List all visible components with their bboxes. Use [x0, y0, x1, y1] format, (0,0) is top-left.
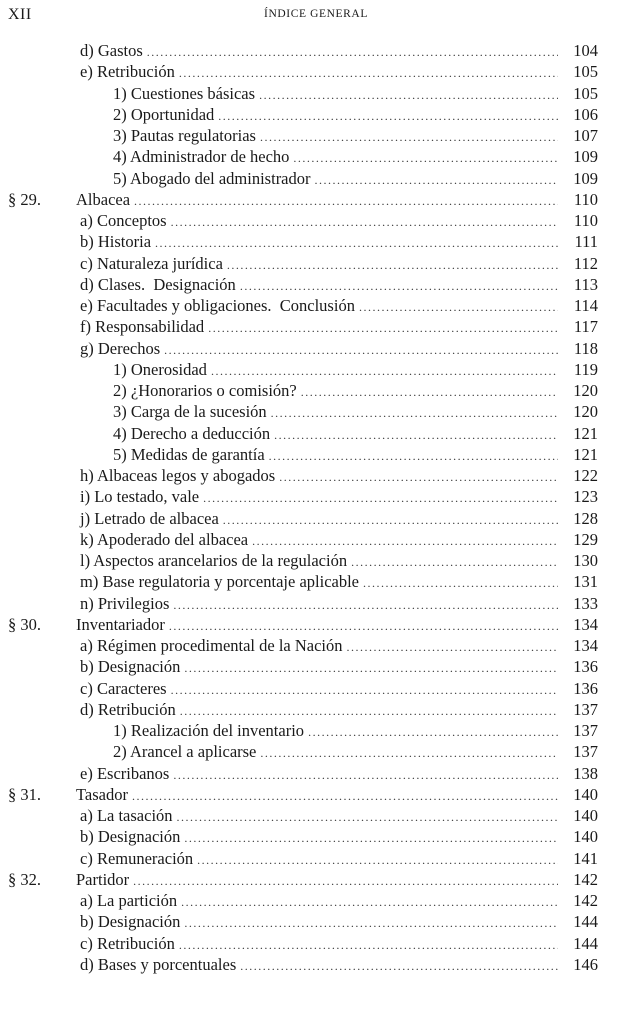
dot-leader	[184, 656, 558, 679]
toc-entry-title: 5) Medidas de garantía	[113, 444, 265, 464]
toc-section-number: § 30.	[8, 614, 41, 634]
toc-entry-title: 2) ¿Honorarios o comisión?	[113, 381, 297, 400]
toc-entry-title: 2) Oportunidad	[113, 104, 215, 124]
toc-page-number: 140	[573, 784, 598, 804]
toc-page-number: 134	[573, 614, 598, 634]
dot-leader	[271, 401, 558, 424]
dot-leader	[252, 529, 558, 552]
dot-leader	[240, 954, 558, 977]
toc-entry-title: n) Privilegios	[80, 593, 170, 613]
dot-leader	[315, 168, 558, 191]
dot-leader	[301, 380, 558, 403]
dot-leader	[171, 210, 558, 233]
dot-leader	[308, 720, 558, 743]
toc-page-number: 129	[573, 529, 598, 549]
dot-leader	[177, 805, 558, 828]
toc-page-number: 131	[573, 572, 598, 592]
running-title: ÍNDICE GENERAL	[264, 8, 368, 20]
dot-leader	[173, 763, 558, 786]
dot-leader	[181, 890, 558, 913]
toc-entry-title: 4) Derecho a deducción	[113, 423, 271, 443]
toc-entry-title: d) Bases y porcentuales	[80, 954, 237, 974]
toc-page-number: 133	[573, 593, 598, 613]
toc-page-number: 121	[573, 444, 598, 464]
toc-page-number: 120	[573, 381, 598, 400]
toc-page-number: 110	[573, 189, 598, 209]
toc-entry-title: e) Retribución	[80, 62, 175, 82]
toc-entry-title: c) Naturaleza jurídica	[80, 253, 223, 273]
dot-leader	[227, 253, 558, 276]
toc-entry-title: a) Conceptos	[80, 211, 167, 230]
toc-entry-title: f) Responsabilidad	[80, 317, 205, 337]
dot-leader	[180, 699, 558, 722]
toc-entry-title: c) Caracteres	[80, 678, 167, 698]
toc-page-number: 130	[573, 551, 598, 570]
toc-page-number: 137	[573, 699, 598, 719]
toc-page-number: 123	[573, 487, 598, 507]
toc-page-number: 144	[573, 933, 598, 953]
toc-page-number: 109	[573, 147, 598, 167]
dot-leader	[184, 826, 558, 849]
toc-page-number: 112	[573, 253, 598, 273]
toc-section-number: § 31.	[8, 784, 41, 804]
toc-entry-title: a) La partición	[80, 891, 178, 910]
toc-page-number: 111	[574, 232, 598, 252]
toc-section-number: § 29.	[8, 189, 41, 209]
toc-page-number: 107	[573, 126, 598, 145]
toc-entry-title: c) Remuneración	[80, 848, 194, 868]
dot-leader	[132, 784, 558, 807]
dot-leader	[279, 465, 558, 488]
toc-entry-title: i) Lo testado, vale	[80, 487, 200, 507]
toc-page-number: 121	[573, 423, 598, 443]
toc-page-number: 144	[573, 912, 598, 932]
dot-leader	[269, 444, 558, 467]
dot-leader	[164, 338, 558, 361]
toc-page-number: 140	[573, 806, 598, 825]
dot-leader	[211, 359, 558, 382]
page-number: XII	[8, 6, 32, 23]
toc-page-number: 142	[573, 891, 598, 910]
toc-entry-title: b) Historia	[80, 232, 152, 252]
page-header	[0, 6, 632, 28]
dot-leader	[363, 571, 558, 594]
toc-entry-title: m) Base regulatoria y porcentaje aplicable	[80, 572, 359, 592]
toc-section-number: § 32.	[8, 869, 41, 889]
toc-page-number: 146	[573, 954, 598, 974]
toc-page-number: 137	[573, 721, 598, 740]
toc-entry-title: k) Apoderado del albacea	[80, 529, 249, 549]
toc-entry-title: g) Derechos	[80, 338, 161, 358]
toc-entry-title: e) Escribanos	[80, 763, 170, 783]
toc-entry-title: 5) Abogado del administrador	[113, 168, 311, 188]
dot-leader	[240, 274, 558, 297]
toc-page-number: 109	[573, 168, 598, 188]
toc-entry-title: l) Aspectos arancelarios de la regulación	[80, 551, 348, 570]
dot-leader	[274, 423, 558, 446]
dot-leader	[169, 614, 558, 637]
toc-page-number: 105	[573, 62, 598, 82]
dot-leader	[203, 486, 558, 509]
toc-page-number: 106	[573, 104, 598, 124]
toc-entry-title: a) Régimen procedimental de la Nación	[80, 636, 343, 655]
toc-page-number: 142	[573, 869, 598, 889]
toc-page-number: 136	[573, 657, 598, 677]
dot-leader	[134, 189, 558, 212]
toc-page-number: 119	[573, 359, 598, 379]
toc-page-number: 110	[573, 211, 598, 230]
toc-entry-title: d) Gastos	[80, 41, 143, 60]
toc-entry-title: b) Designación	[80, 827, 181, 847]
toc-entry-title: Tasador	[76, 784, 128, 804]
dot-leader	[223, 508, 558, 531]
toc-page-number: 118	[573, 338, 598, 358]
toc-entry-title: d) Clases. Designación	[80, 274, 236, 294]
toc-entry-title: b) Designación	[80, 912, 181, 932]
dot-leader	[218, 104, 558, 127]
toc-page-number: 128	[573, 508, 598, 528]
toc-entry-title: 2) Arancel a aplicarse	[113, 742, 257, 762]
dot-leader	[133, 869, 558, 892]
toc-entry-title: Partidor	[76, 869, 130, 889]
dot-leader	[171, 678, 558, 701]
dot-leader	[147, 40, 558, 63]
dot-leader	[208, 316, 558, 339]
toc-page-number: 114	[573, 296, 598, 315]
dot-leader	[293, 146, 558, 169]
toc-entry-title: c) Retribución	[80, 933, 175, 953]
toc-page-number: 120	[573, 402, 598, 422]
dot-leader	[359, 295, 558, 318]
dot-leader	[197, 848, 558, 871]
toc-entry-title: 4) Administrador de hecho	[113, 147, 290, 167]
toc-page-number: 104	[573, 41, 598, 60]
toc-page-number: 136	[573, 678, 598, 698]
dot-leader	[259, 83, 558, 106]
dot-leader	[260, 125, 558, 148]
dot-leader	[184, 911, 558, 934]
toc-entry-title: h) Albaceas legos y abogados	[80, 466, 276, 485]
dot-leader	[179, 933, 558, 956]
toc-entry-title: b) Designación	[80, 657, 181, 677]
toc-entry-title: e) Facultades y obligaciones. Conclusión	[80, 296, 355, 315]
dot-leader	[260, 741, 558, 764]
dot-leader	[155, 231, 558, 254]
toc-page-number: 117	[573, 317, 598, 337]
toc-page-number: 105	[573, 83, 598, 103]
toc-entry-title: Albacea	[76, 189, 131, 209]
toc-entry-title: 3) Pautas regulatorias	[113, 126, 256, 145]
toc-page-number: 138	[573, 763, 598, 783]
toc-page-number: 140	[573, 827, 598, 847]
dot-leader	[173, 593, 558, 616]
dot-leader	[179, 61, 558, 84]
toc-entry-title: a) La tasación	[80, 806, 173, 825]
toc-entry-title: j) Letrado de albacea	[80, 508, 219, 528]
toc-entry-title: d) Retribución	[80, 699, 176, 719]
toc-page-number: 141	[573, 848, 598, 868]
toc-entry-title: 1) Cuestiones básicas	[113, 83, 256, 103]
toc-page-number: 137	[573, 742, 598, 762]
dot-leader	[351, 550, 558, 573]
dot-leader	[347, 635, 558, 658]
toc-page-number: 113	[573, 274, 598, 294]
toc-page-number: 122	[573, 466, 598, 485]
toc-entry-title: Inventariador	[76, 614, 165, 634]
toc-entry-title: 1) Realización del inventario	[113, 721, 305, 740]
toc-entry-title: 1) Onerosidad	[113, 359, 207, 379]
toc-page-number: 134	[573, 636, 598, 655]
toc-entry-title: 3) Carga de la sucesión	[113, 402, 267, 422]
